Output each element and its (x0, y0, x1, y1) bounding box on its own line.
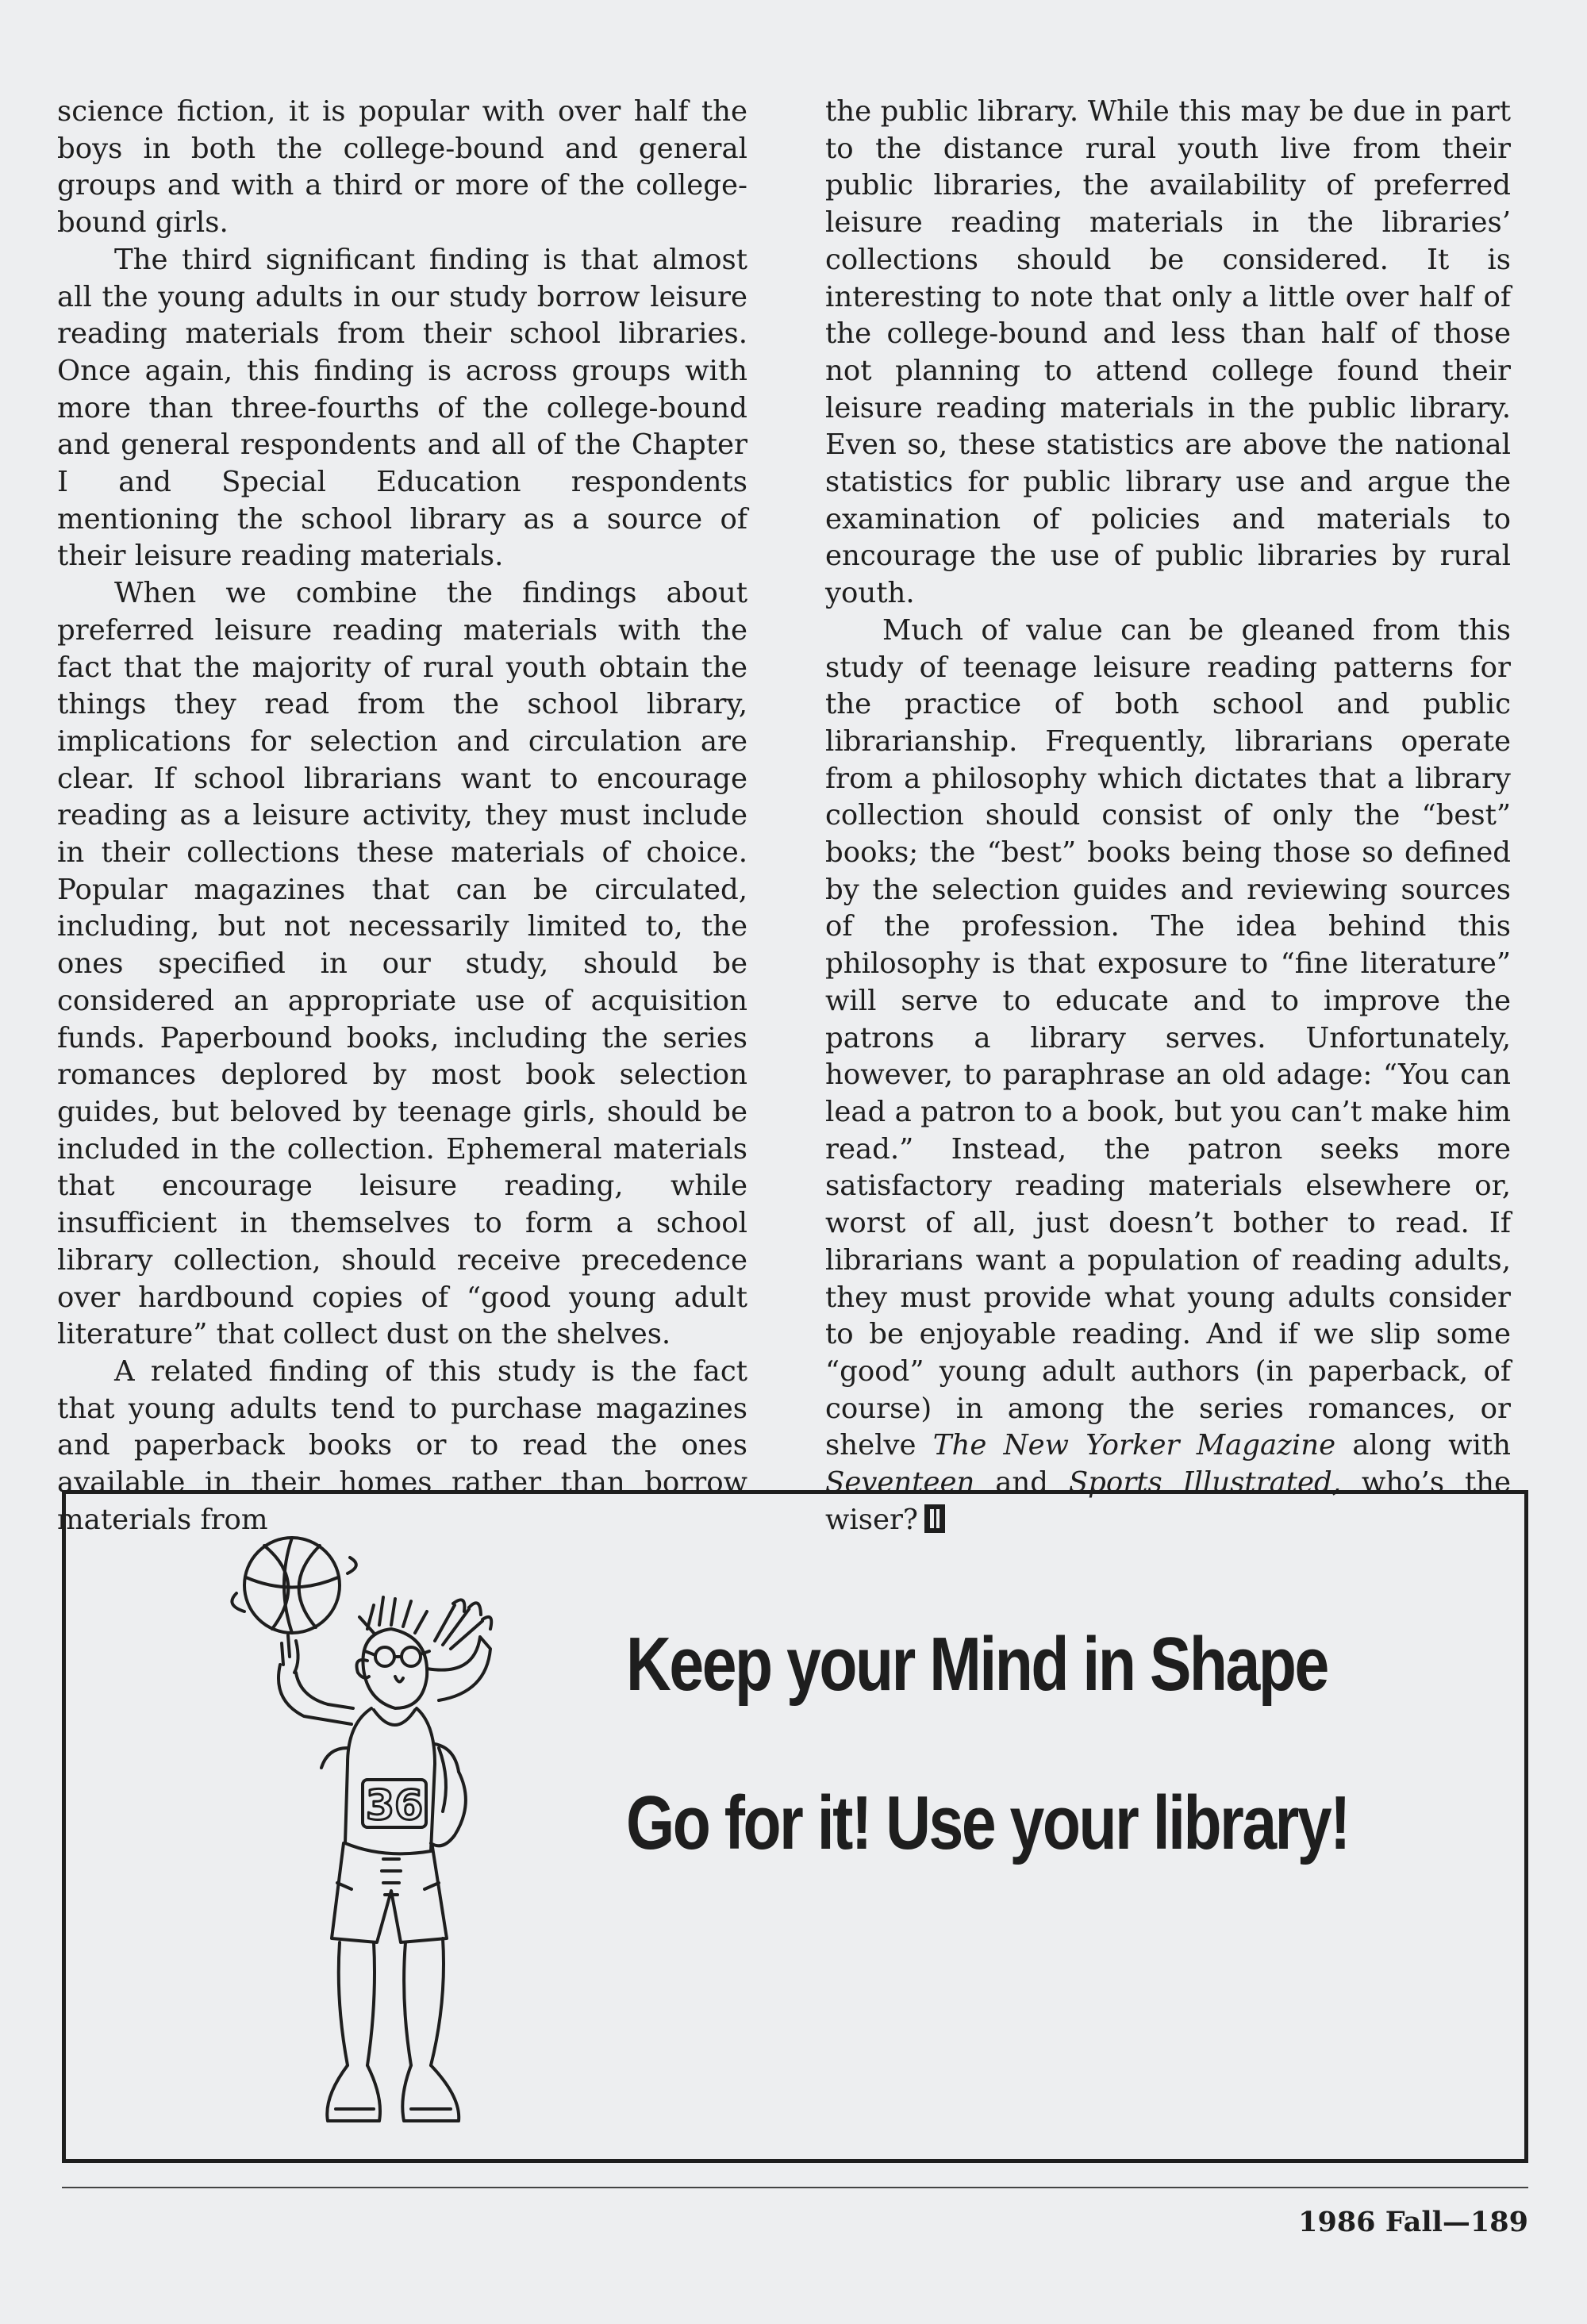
ad-tagline: Go for it! Use your library! (626, 1780, 1349, 1865)
paragraph-text: along with (1352, 1429, 1511, 1462)
article-paragraph: A related finding of this study is the fact that young adults tend to purchase magazines and paperback books or to read the ones available in their homes rather than borrow materials from (57, 1354, 747, 1536)
paragraph-text: Much of value can be gleaned from this study of teenage leisure reading patterns for the practice of both school and public librarianship. Frequently, librarians operate from a philosophy which dictates that a library collection should consist of only the “best” books; the “best” books being those so defined by the selection guides and reviewing sources of the profession. The idea behind this philosophy is that exposure to “fine literature” will serve to educate and to improve the patrons a library serves. Unfortunately, however, to paraphrase an old adage: “You can lead a patron to a book, but you can’t make him read.” Instead, the patron seeks more satisfactory reading materials elsewhere or, worst of all, just doesn’t bother to read. If librarians want a population of reading adults, they must provide what young adults consider to be enjoyable reading. And if we slip some “good” young adult authors (in paperback, of course) in among the series romances, or shelve (825, 613, 1511, 1462)
magazine-title: Seventeen (825, 1466, 975, 1500)
article-column-right (825, 94, 1511, 1538)
paragraph-text: and (995, 1466, 1049, 1500)
footer-divider (62, 2187, 1528, 2188)
basketball-player-cartoon-icon (169, 1510, 613, 2145)
basketball-icon (232, 1538, 355, 1633)
article-paragraph: When we combine the findings about preferred leisure reading materials with the fact that the majority of rural youth obtain the things they read from the school library, implications for selection and circulation are clear. If school librarians want to encourage reading as a leisure activity, they must include in their collections these materials of choice. Popular magazines that can be circulated, including, but not necessarily limited to, the ones specified in our study, should be considered an appropriate use of acquisition funds. Paperbound books, including the series romances deplored by most book selection guides, but beloved by teenage girls, should be included in the collection. Ephemeral materials that encourage leisure reading, while insufficient in themselves to form a school library collection, should receive precedence over hardbound copies of “good young adult literature” that collect dust on the shelves. (57, 577, 747, 1351)
ad-headline: Keep your Mind in Shape (626, 1622, 1328, 1707)
article-column-left (57, 94, 747, 1538)
paragraph-text: who’s the wiser? (825, 1466, 1511, 1536)
article-paragraph: science fiction, it is popular with over half the boys in both the college-bound and general groups and with a third or more of the college-bound girls. (57, 95, 747, 240)
library-advertisement (62, 1490, 1528, 2163)
magazine-title: Sports Illustrated, (1068, 1466, 1342, 1500)
page-number: 1986 Fall—189 (1298, 2206, 1528, 2238)
article-paragraph-final (825, 613, 1511, 1539)
article-paragraph: The third significant finding is that almost all the young adults in our study borrow leisure reading materials from their school libraries. Once again, this finding is across groups with more than three-fourths of the college-bound and general respondents and all of the Chapter I and Special Education respondents mentioning the school library as a source of their leisure reading materials. (57, 243, 747, 573)
magazine-title: The New Yorker Magazine (932, 1429, 1336, 1462)
jersey-number: 36 (365, 1782, 424, 1830)
article-paragraph: the public library. While this may be due in part to the distance rural youth live from their public libraries, the availability of preferred leisure reading materials in the libraries’ collections should be considered. It is interesting to note that only a little over half of the college-bound and less than half of those not planning to attend college found their leisure reading materials in the public library. Even so, these statistics are above the national statistics for public library use and argue the examination of policies and materials to encourage the use of public libraries by rural youth. (825, 95, 1511, 610)
